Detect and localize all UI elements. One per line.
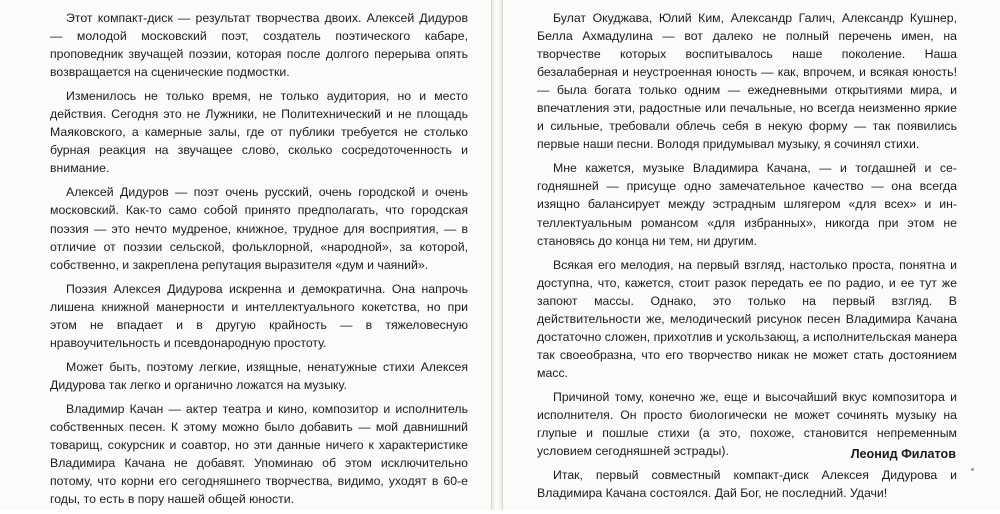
left-page [0, 0, 492, 510]
left-text-column [50, 9, 468, 514]
paragraph: Алексей Дидуров — поэт очень русский, очень городской и очень московский. Как-то само собой принято предполагать, что городская поэзия — это нечто мудреное, книжное, трудное для восприятия, — в отличие от поэзии сельской, фольклорной, «народной», за которой, собственно, и закреплена репутация выразителя «дум и чаяний». [50, 185, 468, 272]
paragraph: Этот компакт-диск — результат творчества двоих. Алексей Дидуров — молодой московский поэт, создатель поэтического кабаре, проповедник звучащей поэзии, которая после долгого перерыва опять возвращается на сценические подмостки. [50, 11, 468, 80]
paragraph: Причиной тому, конечно же, еще и высочайший вкус композитора и исполнителя. Он просто биологически не может сочинять музыку на глупые и пошлые стихи (а это, похоже, становится непременным условием сегодняшней эстрады). [537, 389, 957, 459]
paragraph: Владимир Качан — актер театра и кино, композитор и исполнитель собственных песен. К этому можно было добавить — мой давнишний товарищ, сокурсник и соавтор, но эти данные ничего к характеристике Владимира Качана не добавят. Упоминаю об этом исключительно потому, что корни его сегодняшнего творчества, видимо, уходят в 60-е годы, то есть в пору нашей общей юности. [50, 401, 468, 507]
paragraph: Итак, первый совместный компакт-диск Алексея Дидурова и Владимира Качана состоялся. Дай Бог, не последний. Удачи! [537, 468, 957, 501]
paragraph: Поэзия Алексея Дидурова искренна и демократична. Она напрочь лишена книжной манерности и интеллектуального кокетства, но при этом не впадает и в другую крайность — в тяжеловесную нравоучительность и псевдонародную простоту. [50, 281, 468, 350]
paragraph: Мне кажется, музыке Владимира Качана, — и тогдашней и сегодняшней — присуще одно замечательное качество — она всегда изящно балансирует между эстрадным шлягером «для всех» и интеллектуальным романсом «для избранных», никогда при этом не становясь до конца ни тем, ни другим. [537, 161, 957, 248]
paragraph: Изменилось не только время, не только аудитория, но и место действия. Сегодня это не Лужники, не Политехнический и не площадь Маяковского, а камерные залы, где от публики требуется не столько бурная реакция на звучащее слово, сколько сосредоточенность и внимание. [50, 89, 468, 176]
print-speck [971, 468, 974, 471]
paragraph: Всякая его мелодия, на первый взгляд, настолько проста, понятна и доступна, что, кажется, стоит разок передать ее по радио, и ее тут же запоют массы. Однако, это только на первый взгляд. В действительности же, мелодический рисунок песен Владимира Качана достаточно сложен, прихотлив и ускользающ, а исполнительская манера так своеобразна, что его творчество никак не может стать достоянием масс. [537, 257, 957, 380]
paragraph: Булат Окуджава, Юлий Ким, Александр Галич, Александр Кушнер, Белла Ахмадулина — вот далеко не полный перечень имен, на творчестве которых воспитывалось наше поколение. Наша безалаберная и неустроенная юность — как, впрочем, и всякая юность! — была богата только одним — ежедневными открытиями мира, и впечатления эти, радостные или печальные, но всегда неизменно яркие и сильные, требовали облечь себя в некую форму — так появились первые наши песни. Володя придумывал музыку, я сочинял стихи. [537, 11, 957, 152]
right-text-column [537, 9, 957, 508]
author-signature: Леонид Филатов [850, 447, 956, 461]
right-page [502, 0, 1000, 510]
paragraph: Может быть, поэтому легкие, изящные, ненатужные стихи Алексея Дидурова так легко и органично ложатся на музыку. [50, 359, 468, 392]
page-gutter [492, 0, 502, 510]
